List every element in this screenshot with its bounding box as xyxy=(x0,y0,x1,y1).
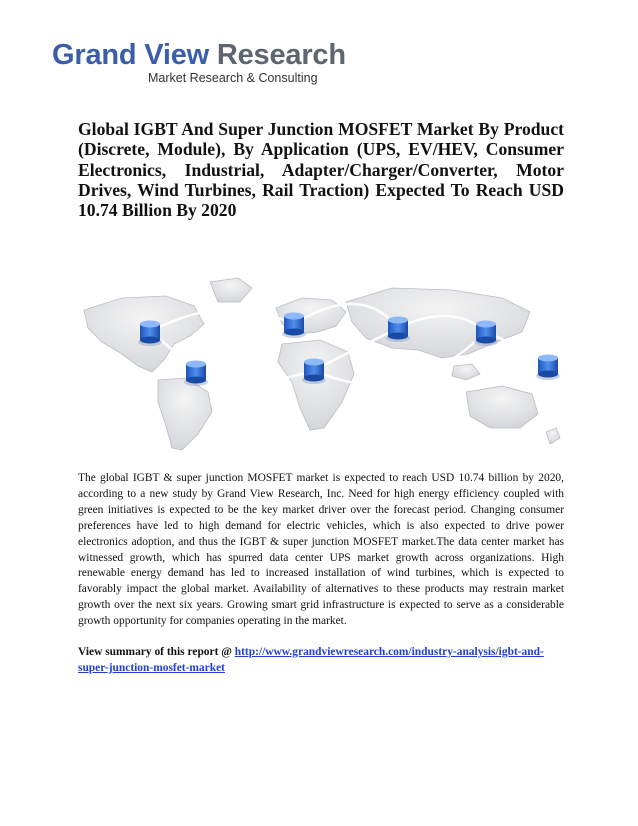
report-summary-link[interactable]: http://www.grandviewresearch.com/industry-analysis/igbt-and-super-junction-mosfet-market xyxy=(78,646,544,674)
world-network-map-icon xyxy=(62,262,582,458)
grand-view-research-logo xyxy=(52,40,346,85)
logo-name-part2: Research xyxy=(216,39,346,71)
logo-tagline: Market Research & Consulting xyxy=(148,71,318,85)
report-summary-line xyxy=(78,645,564,677)
report-title: Global IGBT And Super Junction MOSFET Market By Product (Discrete, Module), By Application (UPS, EV/HEV, Consumer Electronics, Industrial, Adapter/Charger/Converter, Motor Drives, Wind Turbines, Rail Traction) Expected To Reach USD 10.74 Billion By 2020 xyxy=(78,119,564,221)
logo-wordmark xyxy=(52,40,346,70)
summary-prefix: View summary of this report @ xyxy=(78,646,235,658)
logo-name-part1: Grand View xyxy=(52,39,217,71)
report-description: The global IGBT & super junction MOSFET market is expected to reach USD 10.74 billion by 2020, according to a new study by Grand View Research, Inc. Need for high energy efficiency coupled with green initiatives is expected to be the key market driver over the forecast period. Changing consumer preferences have led to high demand for electric vehicles, which is also expected to drive power electronics adoption, and thus the IGBT & super junction MOSFET market.The data center market has witnessed growth, which has spurred data center UPS market growth across organizations. High renewable energy demand has led to increased installation of wind turbines, which is expected to favorably impact the global market. Availability of alternatives to these products may restrain market growth over the next six years. Growing smart grid infrastructure is expected to serve as a considerable growth opportunity for companies operating in the market. xyxy=(78,472,564,628)
